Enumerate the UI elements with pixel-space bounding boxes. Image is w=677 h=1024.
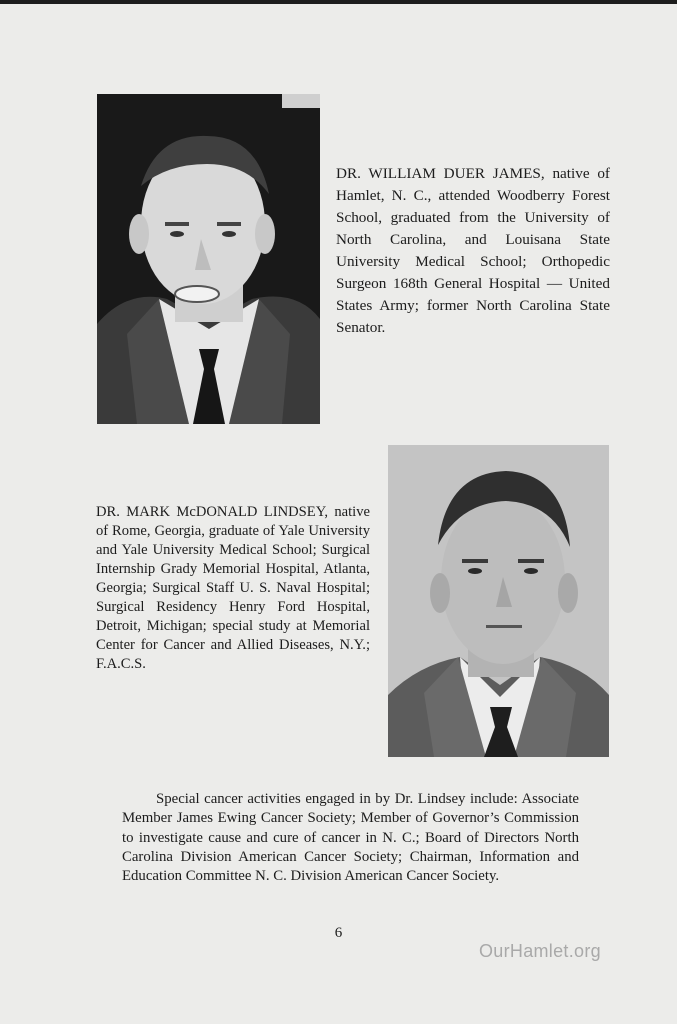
bio-william-duer-james: DR. WILLIAM DUER JAMES, native of Hamlet, N. C., attended Woodberry Forest School, graduated from the University of North Carolina, and Louisana State University Medical School; Orthopedic Surgeon 168th General Hospital — United States Army; former North Carolina State Senator. xyxy=(336,165,610,336)
bio-mark-mcdonald-lindsey: DR. MARK McDONALD LINDSEY, native of Rome, Georgia, graduate of Yale University and Yale University Medical School; Surgical Internship Grady Memorial Hospital, Atlanta, Georgia; Surgical Staff U. S. Naval Hospital; Surgical Residency Henry Ford Hospital, Detroit, Michigan; special study at Memorial Center for Cancer and Allied Diseases, N.Y.; F.A.C.S. xyxy=(96,504,370,672)
photo-william-duer-james xyxy=(97,94,320,424)
page-top-edge xyxy=(0,0,677,4)
page-number: 6 xyxy=(334,925,343,941)
special-cancer-activities: Special cancer activities engaged in by Dr. Lindsey include: Associate Member James Ewing Cancer Society; Member of Governor’s Commission to investigate cause and cure of cancer in N. C.; Board of Directors North Carolina Division American Cancer Society; Chairman, Information and Education Committee N. C. Division American Cancer Society. xyxy=(122,791,579,885)
photo-mark-mcdonald-lindsey xyxy=(388,445,609,757)
watermark: OurHamlet.org xyxy=(479,941,601,961)
